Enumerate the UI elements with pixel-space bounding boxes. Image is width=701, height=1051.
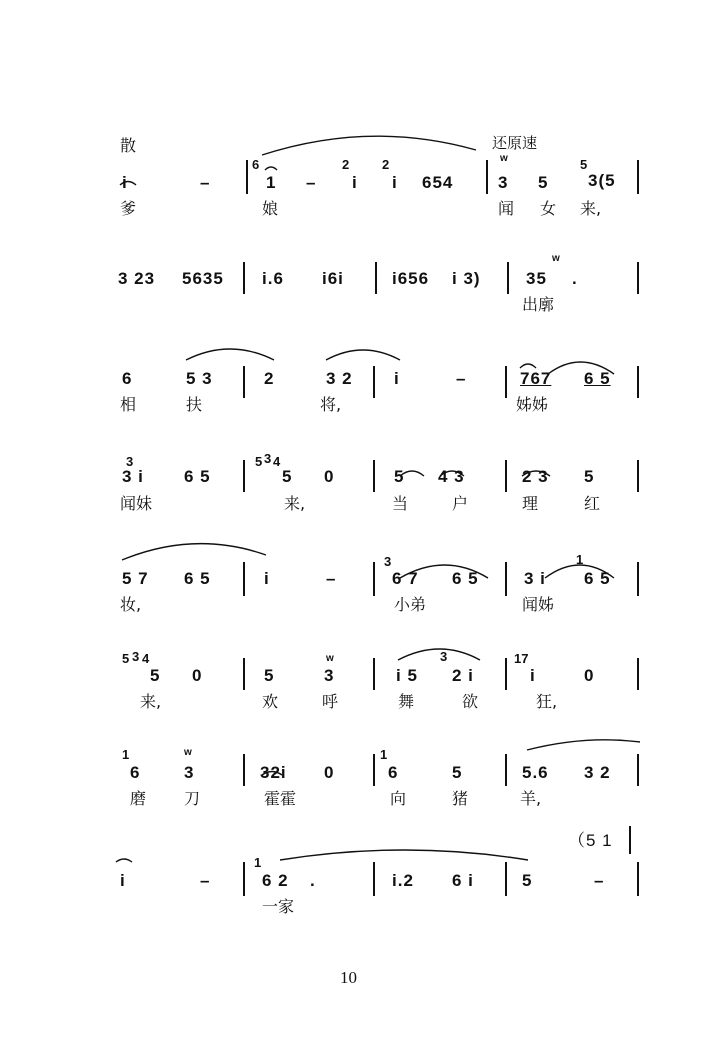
barline: [243, 658, 245, 690]
lyric: 刀: [184, 789, 201, 808]
tempo-marking: 还原速: [492, 134, 538, 152]
grace-note: 1: [254, 855, 262, 870]
rest-dash: –: [326, 569, 337, 588]
lyric: 磨: [130, 789, 147, 808]
barline: [486, 160, 488, 194]
trill-mark: w: [500, 153, 508, 164]
lyric: 呼: [322, 692, 339, 711]
barline: [243, 262, 245, 294]
lyric: 爹: [120, 199, 137, 218]
note: .: [310, 871, 316, 890]
barline: [637, 658, 639, 690]
trill-mark: w: [552, 253, 560, 264]
barline: [373, 862, 375, 896]
note: 0: [192, 666, 203, 685]
lyric: 霍霍: [264, 789, 297, 808]
barline: [505, 862, 507, 896]
barline: [243, 366, 245, 398]
lyric: 妆,: [120, 595, 142, 614]
note: 3(5: [588, 171, 616, 190]
note: 5: [452, 763, 463, 782]
barline: [637, 366, 639, 398]
note: i: [530, 666, 536, 685]
note: 3: [324, 666, 335, 685]
lyric: 欢: [262, 692, 279, 711]
note: i: [122, 173, 128, 192]
note: 4 3: [438, 467, 465, 486]
barline: [373, 562, 375, 596]
note: 6 5: [184, 467, 211, 486]
lyric: 将,: [320, 395, 342, 414]
barline: [373, 658, 375, 690]
lyric: 当: [392, 494, 409, 513]
note: 6 5: [584, 569, 611, 588]
grace-note: 1: [380, 747, 388, 762]
note: 5: [584, 467, 595, 486]
lyric: 娘: [262, 199, 279, 218]
grace-note: 17: [514, 651, 529, 666]
lyric: 红: [584, 494, 601, 513]
note: 3: [498, 173, 509, 192]
lyric: 女: [540, 199, 557, 218]
note: 5.6: [522, 763, 549, 782]
grace-note: 1: [576, 552, 584, 567]
note: 767: [520, 369, 552, 388]
grace-note: 3: [126, 454, 134, 469]
note: i6i: [322, 269, 344, 288]
note: i: [394, 369, 400, 388]
note: 3 i: [524, 569, 546, 588]
barline: [373, 754, 375, 786]
note: 3 2: [584, 763, 611, 782]
note: 3 i: [122, 467, 144, 486]
barline: [637, 862, 639, 896]
note: 1: [266, 173, 277, 192]
note: i: [120, 871, 126, 890]
barline: [243, 862, 245, 896]
page-number: 10: [340, 968, 357, 987]
grace-note: 2: [342, 157, 350, 172]
lyric: 闻妹: [120, 494, 153, 513]
note: 5: [282, 467, 293, 486]
lyric: 来,: [580, 199, 602, 218]
note: 0: [324, 467, 335, 486]
note: 6: [130, 763, 141, 782]
grace-note: 5: [580, 157, 588, 172]
note: （5 1: [568, 831, 613, 850]
grace-note: 4: [273, 454, 281, 469]
lyric: 相: [120, 395, 137, 414]
note: 5 3: [186, 369, 213, 388]
note: 2 i: [452, 666, 474, 685]
note: 3 23: [118, 269, 156, 288]
note: 6 5: [584, 369, 611, 388]
barline: [373, 460, 375, 492]
note: 6 7: [392, 569, 419, 588]
note: i: [392, 173, 398, 192]
lyric: 猪: [452, 789, 469, 808]
lyric: 出廓: [522, 295, 555, 314]
note: 6: [122, 369, 133, 388]
grace-note: 6: [252, 157, 260, 172]
note: 3 2: [326, 369, 353, 388]
note: i 3): [452, 269, 481, 288]
tempo-marking: 散: [120, 136, 137, 155]
rest-dash: –: [200, 871, 211, 890]
rest-dash: –: [306, 173, 317, 192]
grace-note: 3: [440, 649, 448, 664]
note: 5635: [182, 269, 224, 288]
barline: [373, 366, 375, 398]
barline: [505, 366, 507, 398]
barline: [637, 754, 639, 786]
lyric: 小弟: [394, 595, 427, 614]
barline: [507, 262, 509, 294]
barline: [243, 754, 245, 786]
grace-note: 5: [122, 651, 130, 666]
note: 6 5: [452, 569, 479, 588]
note: i 5: [396, 666, 418, 685]
note: 0: [324, 763, 335, 782]
note: i: [264, 569, 270, 588]
barline: [243, 460, 245, 492]
note: 5: [264, 666, 275, 685]
rest-dash: –: [200, 173, 211, 192]
lyric: 一家: [262, 897, 295, 916]
note: 3: [184, 763, 195, 782]
note: 32i: [260, 763, 287, 782]
grace-note: 1: [122, 747, 130, 762]
note: .: [572, 269, 578, 288]
barline: [375, 262, 377, 294]
note: 5: [522, 871, 533, 890]
lyric: 姊姊: [516, 395, 549, 414]
note: 2: [264, 369, 275, 388]
lyric: 来,: [284, 494, 306, 513]
note: 0: [584, 666, 595, 685]
barline: [637, 460, 639, 492]
barline: [637, 160, 639, 194]
note: i.2: [392, 871, 414, 890]
grace-note: 3: [132, 649, 140, 664]
barline: [243, 562, 245, 596]
note: 6 2: [262, 871, 289, 890]
barline: [629, 826, 631, 854]
lyric: 理: [522, 494, 539, 513]
barline: [505, 562, 507, 596]
note: 6 i: [452, 871, 474, 890]
trill-mark: w: [326, 653, 334, 664]
lyric: 向: [390, 789, 407, 808]
lyric: 闻: [498, 199, 515, 218]
lyric: 狂,: [536, 692, 558, 711]
barline: [637, 262, 639, 294]
note: 5: [394, 467, 405, 486]
grace-note: 2: [382, 157, 390, 172]
lyric: 舞: [398, 692, 415, 711]
lyric: 闻姊: [522, 595, 555, 614]
note: 2 3: [522, 467, 549, 486]
barline: [246, 160, 248, 194]
rest-dash: –: [594, 871, 605, 890]
note: 6: [388, 763, 399, 782]
trill-mark: w: [184, 747, 192, 758]
note: i.6: [262, 269, 284, 288]
note: i656: [392, 269, 430, 288]
lyric: 户: [452, 494, 469, 513]
grace-note: 3: [264, 451, 272, 466]
barline: [505, 658, 507, 690]
grace-note: 3: [384, 554, 392, 569]
lyric: 羊,: [520, 789, 542, 808]
note: i: [352, 173, 358, 192]
note: 35: [526, 269, 547, 288]
grace-note: 4: [142, 651, 150, 666]
note: 5: [538, 173, 549, 192]
note: 5 7: [122, 569, 149, 588]
note: 654: [422, 173, 454, 192]
rest-dash: –: [456, 369, 467, 388]
lyric: 来,: [140, 692, 162, 711]
barline: [637, 562, 639, 596]
lyric: 扶: [186, 395, 203, 414]
note: 5: [150, 666, 161, 685]
grace-note: 5: [255, 454, 263, 469]
barline: [505, 460, 507, 492]
barline: [505, 754, 507, 786]
note: 6 5: [184, 569, 211, 588]
lyric: 欲: [462, 692, 479, 711]
